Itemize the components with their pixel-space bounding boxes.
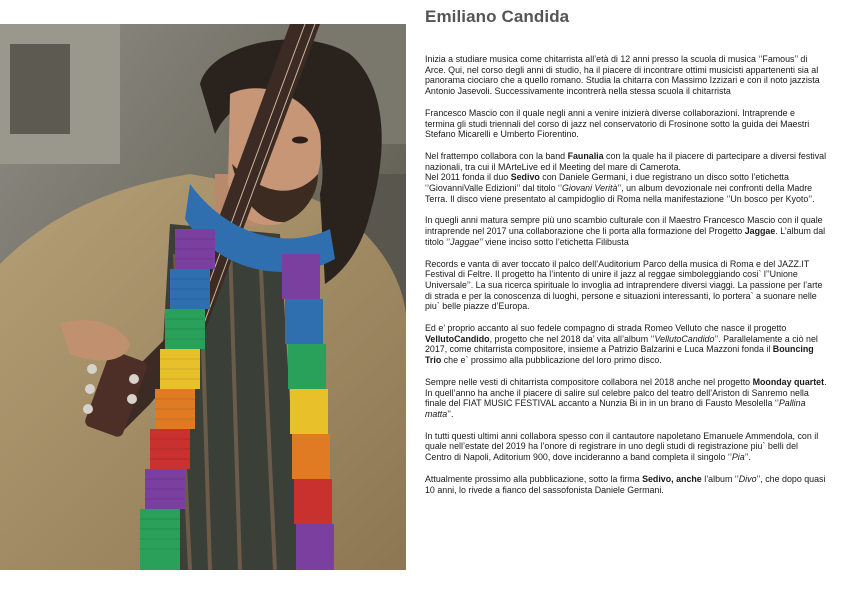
project-moonday-quartet: Moonday quartet bbox=[752, 376, 825, 387]
bio-paragraph-5: Records e vanta di aver toccato il palco dell’Auditorium Parco della musica di Roma e del JAZZ.IT Festival di Feltre. Il progetto ha l’intento di unire il jazz al reggae simboleggiando cosi` l’’Unione Universale’’. La sua ricerca spirituale lo invoglia ad intraprendere diversi viaggi. La passione per l’arte di strada e per la conoscenza di luoghi, persone e situazioni interessanti, lo portera` a suonare nelle piu` belle piazze d’Europa. bbox=[425, 258, 823, 312]
bio-paragraph-2: Francesco Mascio con il quale negli anni a venire inizierà diverse collaborazioni. Intraprende e termina gli studi triennali del corso di jazz nel conservatorio di Frosinone sotto la guida dei Maestri Stefano Micarelli e Umberto Fiorentino. bbox=[425, 107, 810, 140]
bio-text: Nel frattempo collabora con la band bbox=[425, 150, 568, 161]
content-column bbox=[425, 6, 827, 506]
bio-text: ’’. bbox=[447, 408, 454, 419]
bio-text: ’’ viene inciso sotto l’etichetta Filibusta bbox=[479, 236, 629, 247]
band-bouncing-trio: Bouncing Trio bbox=[425, 344, 814, 366]
album-jaggae: Jaggae bbox=[450, 236, 480, 247]
bio-text: . L’album dal titolo ‘’ bbox=[425, 226, 826, 247]
bio-text: ’’. Parallelamente a ciò nel 2017, come chitarrista compositore, insieme a Patrizio Balzarini e Luca Mazzoni fonda il bbox=[425, 333, 818, 355]
project-jaggae: Jaggae bbox=[744, 226, 776, 237]
signature-sedivo: Sedivo, anche bbox=[642, 473, 702, 484]
album-divo: Divo bbox=[738, 473, 757, 484]
bio-text: ’’, che dopo quasi 10 anni, lo rivede a fianco del sassofonista Daniele Germani. bbox=[425, 473, 826, 495]
song-pallina-matta: Pallina matta bbox=[425, 398, 806, 419]
page-title: Emiliano Candida bbox=[425, 7, 570, 26]
song-pia: Pia bbox=[731, 452, 745, 463]
bio-text: In quell’anno ha anche il piacere di salire sul celebre palco del teatro dell’Ariston di Sanremo nella finale del FIAT MUSIC FESTIVAL accanto a Nunzia Bi in in un brano di Fausto Mesolella ‘’ bbox=[425, 387, 809, 409]
band-faunalia: Faunalia bbox=[567, 150, 604, 161]
bio-text: . bbox=[824, 376, 827, 387]
bio-paragraph-3 bbox=[425, 151, 827, 205]
duo-sedivo: Sedivo bbox=[510, 172, 540, 183]
bio-text: Attualmente prossimo alla pubblicazione, sotto la firma bbox=[425, 473, 643, 484]
bio-paragraph-4 bbox=[425, 215, 827, 247]
bio-text: con la quale ha il piacere di partecipare a diversi festival nazionali, tra cui il MArteLive ed il Meeting del mare di Camerota. bbox=[425, 150, 827, 172]
bio-text: In quegli anni matura sempre più uno scambio culturale con il Maestro Francesco Mascio con il quale intraprende nel 2017 una collaborazione che li porta alla formazione del Progetto bbox=[425, 215, 823, 237]
bio-paragraph-6 bbox=[425, 323, 827, 366]
bio-text: Ed e’ proprio accanto al suo fedele compagno di strada Romeo Velluto che nasce il progetto bbox=[425, 323, 787, 334]
bio-text: Nel 2011 fonda il duo bbox=[425, 172, 511, 183]
bio-text: , progetto che nel 2018 da’ vita all’album ‘’ bbox=[489, 333, 655, 344]
project-vellutocandido: VellutoCandido bbox=[425, 333, 490, 344]
bio-paragraph-1: Inizia a studiare musica come chitarrista all’età di 12 anni presso la scuola di musica ‘’Famous’’ di Arce. Qui, nel corso degli anni di studio, ha il piacere di incontrare ottimi musicisti appartenenti sia al panorama ciociaro che a quello romano. Studia la chitarra con Massimo Izzizari e con il noto jazzista Antonio Jasevoli. Successivamente incontrerà nella stessa scuola il chitarrista bbox=[425, 54, 820, 97]
biography bbox=[425, 54, 827, 495]
bio-text: In tutti questi ultimi anni collabora spesso con il cantautore napoletano Emanuele Ammendola, con il quale nell’estate del 2019 ha l’onore di registrare in uno degli studi di registrazione piu` belli del Centro di Napoli, Aditorium 900, dove incideranno a band completa il singolo ‘’ bbox=[425, 430, 819, 463]
artist-photo bbox=[0, 24, 406, 570]
bio-text: Sempre nelle vesti di chitarrista compositore collabora nel 2018 anche nel progetto bbox=[425, 376, 753, 387]
album-giovani-verita: Giovani Verità bbox=[561, 183, 618, 194]
bio-text: con Daniele Germani, i due registrano un disco sotto l’etichetta ‘’GiovanniValle Edizioni’’ dal titolo ‘’ bbox=[425, 172, 789, 194]
bio-text: ’’, un album devozionale nei confronti della Madre Terra. Il disco viene presentato al campidoglio di Roma nella manifestazione ‘’Un bosco per Kyoto’’. bbox=[425, 183, 815, 204]
bio-paragraph-7 bbox=[425, 377, 827, 420]
album-vellutocandido: VellutoCandido bbox=[654, 333, 715, 344]
bio-text: che e` prossimo alla pubblicazione del loro primo disco. bbox=[441, 355, 662, 366]
bio-paragraph-8 bbox=[425, 431, 827, 463]
bio-paragraph-9 bbox=[425, 474, 827, 495]
bio-text: ’’. bbox=[744, 452, 751, 463]
bio-text: l’album ‘’ bbox=[701, 473, 739, 484]
